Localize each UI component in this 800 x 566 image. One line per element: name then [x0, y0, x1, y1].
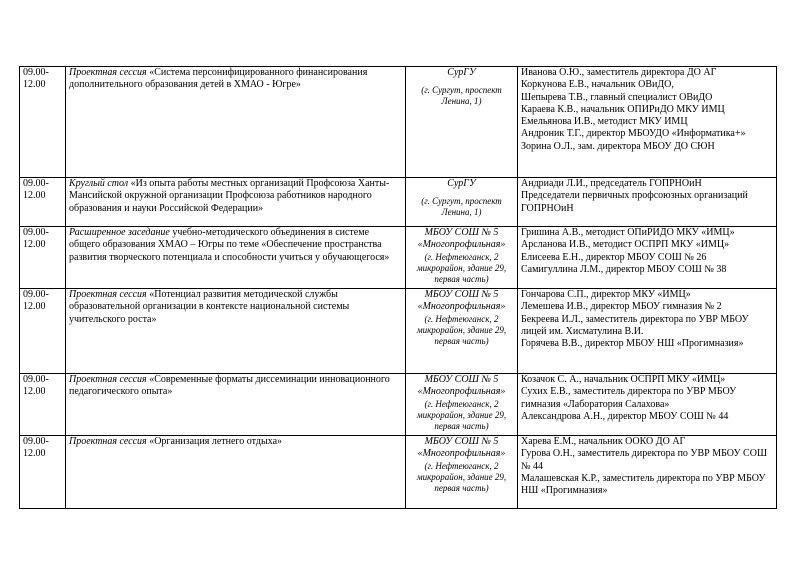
time-cell: 09.00-12.00: [20, 436, 66, 509]
venue-name: МБОУ СОШ № 5 «Многопрофильная»: [417, 289, 506, 313]
participant: Сухих Е.В., заместитель директора по УВР МБОУ гимназия «Лаборатория Салахова»: [521, 386, 737, 410]
event-title: «Потенциал развития методической службы образовательной организации в контексте национальной системы учительского роста»: [69, 289, 350, 325]
venue-name: СурГУ: [447, 178, 476, 189]
venue-address: (г. Нефтеюганск, 2 микрорайон, здание 29, первая часть): [416, 460, 507, 493]
participant: Козачок С. А., начальник ОСПРП МКУ «ИМЦ»: [521, 374, 726, 385]
venue-name: МБОУ СОШ № 5 «Многопрофильная»: [417, 374, 506, 398]
participant: Андроник Т.Г., директор МБОУДО «Информатика+»: [521, 128, 746, 140]
event-kind: Расширенное заседание: [69, 227, 170, 238]
venue-name: СурГУ: [447, 67, 476, 78]
participant: Председатели первичных профсоюзных организаций ГОПРНОиН: [521, 190, 748, 214]
event-title: «Современные форматы диссеминации инновационного педагогического опыта»: [69, 374, 390, 398]
venue-address: (г. Сургут, проспект Ленина, 1): [421, 85, 502, 107]
participant: Лемешева И.В., директор МБОУ гимназия № 2: [521, 301, 722, 313]
venue-cell: [406, 227, 518, 289]
participant: Горячева В.В., директор МБОУ НШ «Прогимназия»: [521, 338, 744, 350]
venue-cell: [406, 178, 518, 227]
event-title: «Организация летнего отдыха»: [146, 436, 283, 447]
schedule-table: [19, 66, 777, 509]
event-cell: [66, 436, 406, 509]
event-kind: Проектная сессия: [69, 374, 147, 385]
event-kind: Проектная сессия: [69, 289, 147, 300]
time-cell: 09.00-12.00: [20, 289, 66, 374]
participant: Гришина А.В., методист ОПиРИДО МКУ «ИМЦ»: [521, 227, 735, 238]
time-cell: 09.00-12.00: [20, 178, 66, 227]
participant: Андриади Л.И., председатель ГОПРНОиН: [521, 178, 702, 189]
participants-cell: [518, 227, 777, 289]
participant: Малашевская К.Р., заместитель директора по УВР МБОУ НШ «Прогимназия»: [521, 472, 766, 497]
participants-cell: [518, 67, 777, 178]
participant: Харева Е.М., начальник ООКО ДО АГ: [521, 436, 686, 447]
event-cell: [66, 374, 406, 436]
participant: Гурова О.Н., заместитель директора по УВР МБОУ СОШ № 44: [521, 448, 768, 472]
table-row: [20, 374, 777, 436]
participant: Емельянова И.В., методист МКУ ИМЦ: [521, 116, 688, 128]
table-row: [20, 436, 777, 509]
venue-address: (г. Нефтеюганск, 2 микрорайон, здание 29, первая часть): [416, 398, 507, 431]
time-cell: 09.00-12.00: [20, 67, 66, 178]
venue-cell: [406, 67, 518, 178]
participants-cell: [518, 436, 777, 509]
venue-cell: [406, 436, 518, 509]
participant: Елисеева Е.Н., директор МБОУ СОШ № 26: [521, 251, 707, 263]
venue-address: (г. Нефтеюганск, 2 микрорайон, здание 29, первая часть): [416, 313, 507, 346]
participants-cell: [518, 178, 777, 227]
venue-cell: [406, 374, 518, 436]
time-cell: 09.00-12.00: [20, 227, 66, 289]
event-cell: [66, 67, 406, 178]
venue-address: (г. Сургут, проспект Ленина, 1): [421, 196, 502, 218]
event-kind: Проектная сессия: [69, 436, 147, 447]
participants-cell: [518, 374, 777, 436]
venue-cell: [406, 289, 518, 374]
participant: Шепырева Т.В., главный специалист ОВиДО: [521, 91, 713, 103]
event-kind: Круглый стол: [69, 178, 129, 189]
participants-cell: [518, 289, 777, 374]
participant: Коркунова Е.В., начальник ОВиДО,: [521, 79, 674, 91]
participant: Зорина О.Л., зам. директора МБОУ ДО СЮН: [521, 140, 715, 152]
participant: Бекреева И.Л., заместитель директора по УВР МБОУ лицей им. Хисматулина В.И.: [521, 313, 749, 337]
event-kind: Проектная сессия: [69, 67, 147, 78]
participant: Александрова А.Н., директор МБОУ СОШ № 44: [521, 410, 729, 422]
event-cell: [66, 178, 406, 227]
event-title: «Из опыта работы местных организаций Профсоюза Ханты-Мансийской окружной организации Профсоюза работников народного образования и науки Российской Федерации»: [69, 178, 390, 214]
event-cell: [66, 289, 406, 374]
participant: Караева К.В., начальник ОПИРиДО МКУ ИМЦ: [521, 103, 725, 115]
table-row: [20, 67, 777, 178]
event-title: «Система персонифицированного финансирования дополнительного образования детей в ХМАО - Югре»: [69, 67, 368, 91]
participant: Арсланова И.В., методист ОСПРП МКУ «ИМЦ»: [521, 239, 730, 251]
venue-name: МБОУ СОШ № 5 «Многопрофильная»: [417, 227, 506, 251]
time-cell: 09.00-12.00: [20, 374, 66, 436]
participant: Самигуллина Л.М., директор МБОУ СОШ № 38: [521, 263, 727, 275]
participant: Гончарова С.П., директор МКУ «ИМЦ»: [521, 289, 691, 300]
event-cell: [66, 227, 406, 289]
table-row: [20, 227, 777, 289]
participant: Иванова О.Ю., заместитель директора ДО АГ: [521, 67, 717, 78]
venue-name: МБОУ СОШ № 5 «Многопрофильная»: [417, 436, 506, 460]
table-row: [20, 178, 777, 227]
event-title: учебно-методического объединения в системе общего образования ХМАО – Югры по теме «Обеспечение пространства развития творческого потенциала и способности учиться у обучающегося»: [69, 227, 390, 263]
venue-address: (г. Нефтеюганск, 2 микрорайон, здание 29, первая часть): [416, 251, 507, 284]
table-row: [20, 289, 777, 374]
